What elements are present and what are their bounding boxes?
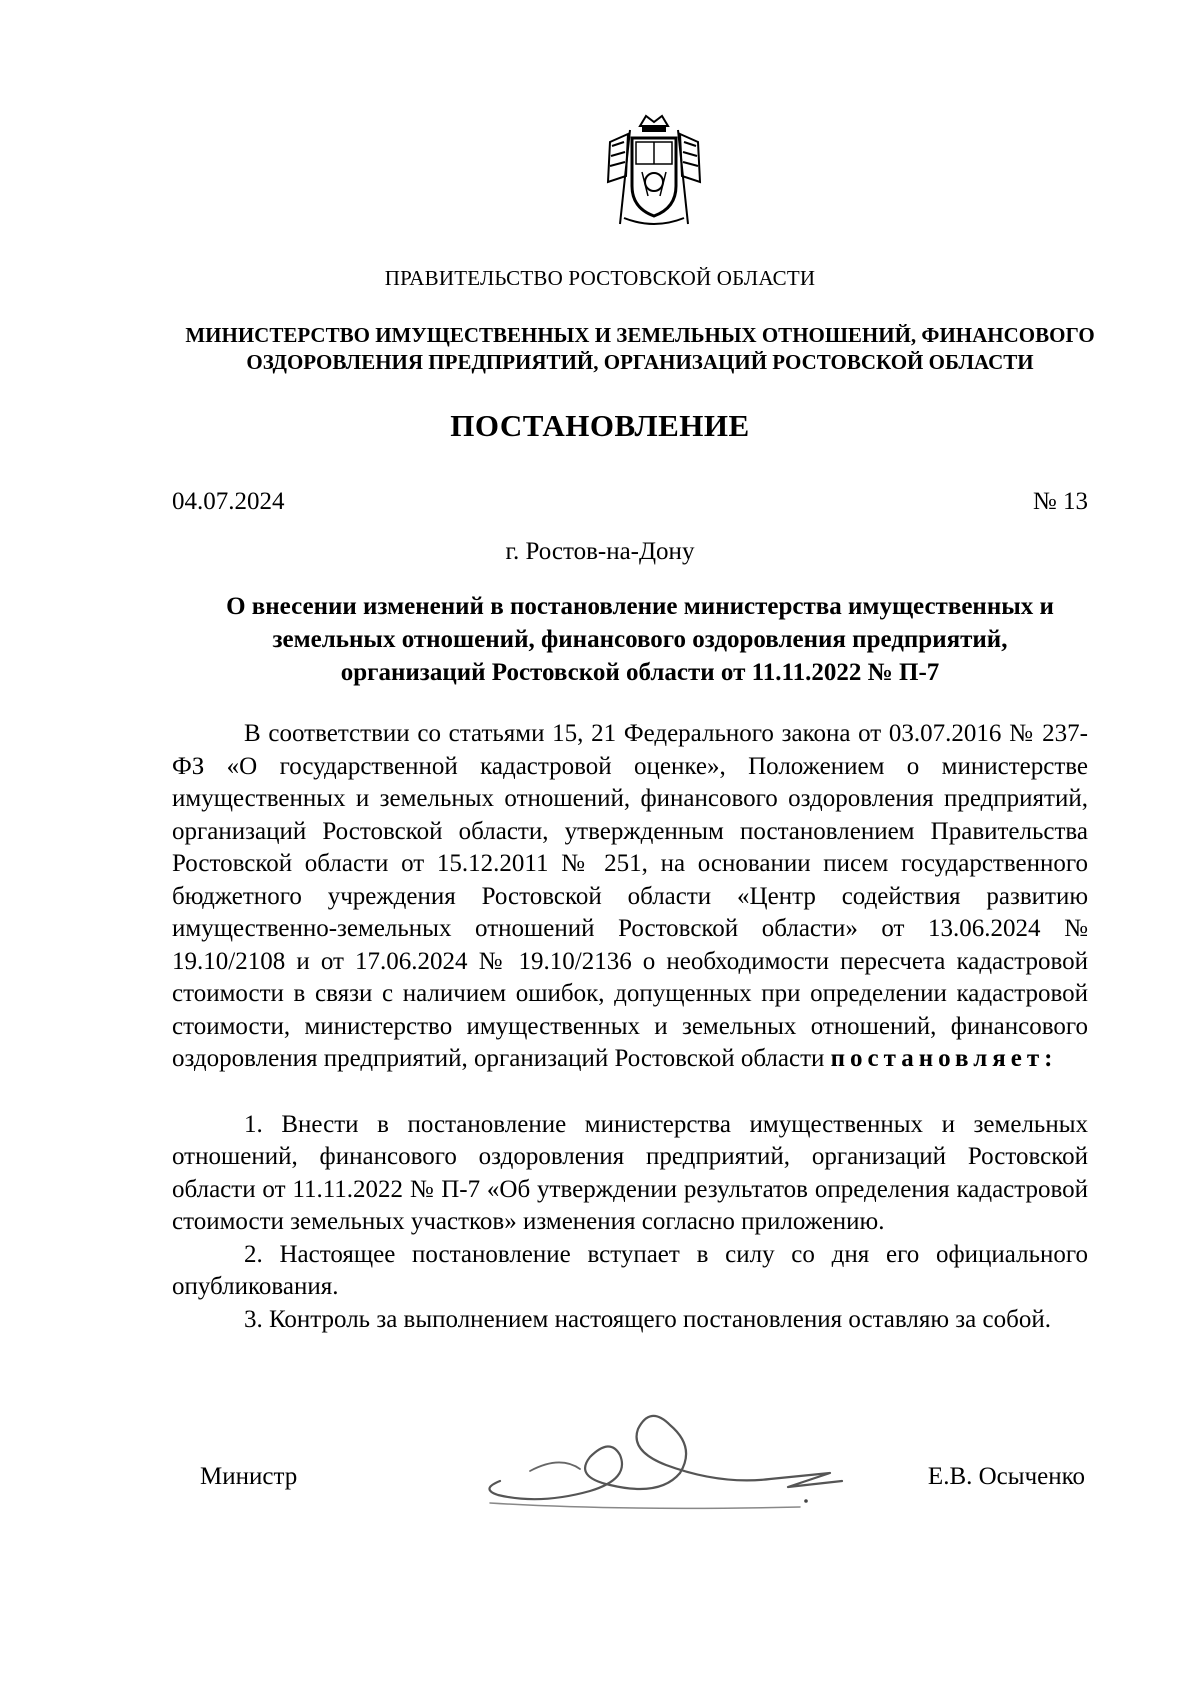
signatory-title: Министр [200,1463,298,1490]
ministry-name-line-2: ОЗДОРОВЛЕНИЯ ПРЕДПРИЯТИЙ, ОРГАНИЗАЦИЙ РОСТОВСКОЙ ОБЛАСТИ [246,350,1034,374]
document-date: 04.07.2024 [172,488,285,515]
coat-of-arms-icon [598,112,710,232]
handwritten-signature [470,1385,890,1525]
government-name: ПРАВИТЕЛЬСТВО РОСТОВСКОЙ ОБЛАСТИ [384,266,816,290]
resolves-word: постановляет: [830,1045,1058,1072]
signatory-name: Е.В. Осыченко [927,1463,1085,1490]
subject-line-3: организаций Ростовской области от 11.11.2022 № П-7 [340,659,940,686]
ministry-name-line-1: МИНИСТЕРСТВО ИМУЩЕСТВЕННЫХ И ЗЕМЕЛЬНЫХ ОТНОШЕНИЙ, ФИНАНСОВОГО [185,323,1095,347]
document-type-title: ПОСТАНОВЛЕНИЕ [450,408,750,443]
document-body [172,718,1088,1336]
item-1-paragraph: 1. Внести в постановление министерства имущественных и земельных отношений, финансового оздоровления предприятий, организаций Ростовской области от 11.11.2022 № П-7 «Об утверждении результатов определения кадастровой стоимости земельных участков» изменения согласно приложению. [172,1110,1088,1235]
item-3-paragraph: 3. Контроль за выполнением настоящего постановления оставляю за собой. [244,1305,1051,1333]
subject-line-2: земельных отношений, финансового оздоровления предприятий, [272,626,1008,653]
document-number: № 13 [1032,488,1088,515]
document-subject [170,590,1110,689]
preamble-paragraph [172,718,1088,1076]
ministry-name [170,322,1110,376]
subject-line-1: О внесении изменений в постановление министерства имущественных и [226,593,1054,620]
item-2-paragraph: 2. Настоящее постановление вступает в силу со дня его официального опубликования. [172,1240,1088,1300]
preamble-text: В соответствии со статьями 15, 21 Федерального закона от 03.07.2016 № 237-ФЗ «О государственной кадастровой оценке», Положением о министерстве имущественных и земельных отношений, финансового оздоровления предприятий, организаций Ростовской области, утвержденным постановлением Правительства Ростовской области от 15.12.2011 № 251, на основании писем государственного бюджетного учреждения Ростовской области «Центр содействия развитию имущественно-земельных отношений Ростовской области» от 13.06.2024 № 19.10/2108 и от 17.06.2024 № 19.10/2136 о необходимости пересчета кадастровой стоимости в связи с наличием ошибок, допущенных при определении кадастровой стоимости, министерство имущественных и земельных отношений, финансового оздоровления предприятий, организаций Ростовской области [172,720,1088,1072]
document-city: г. Ростов-на-Дону [505,538,695,565]
